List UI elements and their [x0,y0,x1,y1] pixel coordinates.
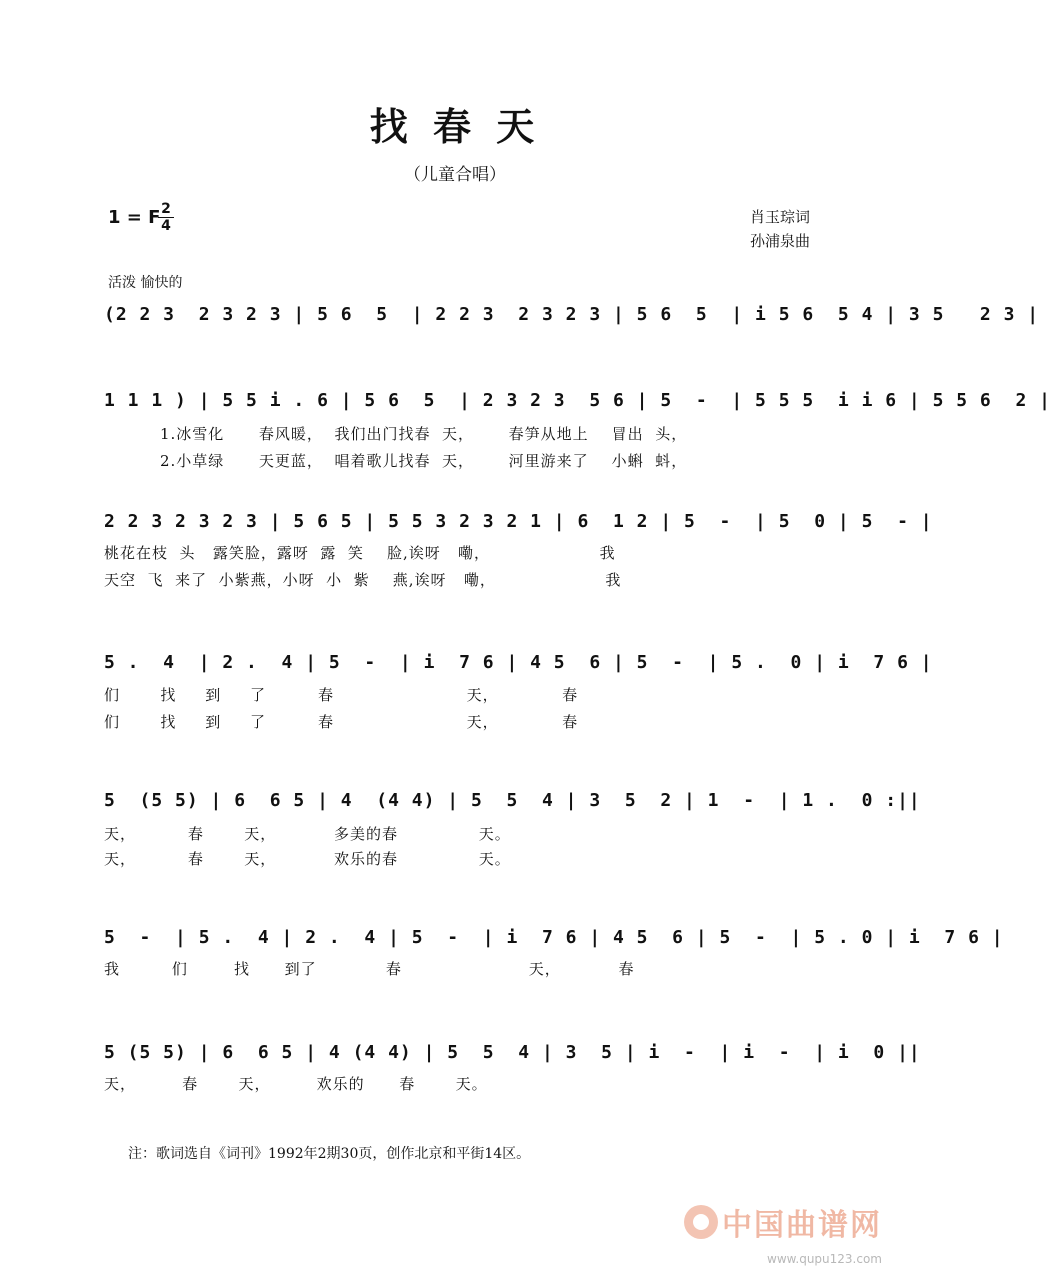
lyricist: 肖玉琮词 [749,208,810,226]
credits [750,205,810,253]
footnote: 注：歌词选自《词刊》1992年2期30页，创作北京和平街14区。 [128,1146,531,1162]
site-logo-icon [684,1205,718,1239]
watermark-logo [684,1200,882,1244]
watermark-url: www.qupu123.com [767,1252,882,1266]
lyric-line: 天， 春 天， 欢乐的 春 天。 [104,1075,488,1093]
lyric-line: 们 找 到 了 春 天， 春 [104,713,579,731]
notation-line: 1 1 1 ) | 5 5 i . 6 | 5 6 5 | 2 3 2 3 5 6 | 5 - | 5 5 5 i i 6 | 5 5 6 2 | [104,390,1051,411]
lyric-line: 们 找 到 了 春 天， 春 [104,686,579,704]
lyric-line: 天， 春 天， 欢乐的春 天。 [104,850,511,868]
lyric-line: 天空 飞 来了 小紫燕，小呀 小 紫 燕,诶呀 嘞， 我 [104,571,622,589]
song-title: 找 春 天 [369,104,541,149]
watermark-brand: 中国曲谱网 [722,1208,882,1243]
notation-line: 5 . 4 | 2 . 4 | 5 - | i 7 6 | 4 5 6 | 5 - | 5 . 0 | i 7 6 | [104,652,933,673]
tempo-marking: 活泼 愉快的 [108,275,183,291]
notation-line: 5 (5 5) | 6 6 5 | 4 (4 4) | 5 5 4 | 3 5 2 | 1 - | 1 . 0 :|| [104,790,921,811]
lyric-line: 1.冰雪化 春风暖， 我们出门找春 天， 春笋从地上 冒出 头， [160,425,688,443]
composer: 孙浦泉曲 [749,232,810,250]
song-subtitle: （儿童合唱） [404,165,506,185]
time-signature-top: 2 [161,201,171,217]
lyric-line: 2.小草绿 天更蓝， 唱着歌儿找春 天， 河里游来了 小蝌 蚪， [160,452,688,470]
lyric-line: 桃花在枝 头 露笑脸，露呀 露 笑 脸,诶呀 嘞， 我 [104,544,616,562]
notation-line: (2 2 3 2 3 2 3 | 5 6 5 | 2 2 3 2 3 2 3 | 5 6 5 | i 5 6 5 4 | 3 5 2 3 | [104,304,1040,325]
key-signature: 1 = F [108,207,161,228]
notation-line: 5 (5 5) | 6 6 5 | 4 (4 4) | 5 5 4 | 3 5 | i - | i - | i 0 || [104,1042,921,1063]
lyric-line: 天， 春 天， 多美的春 天。 [104,825,511,843]
lyric-line: 我 们 找 到了 春 天， 春 [104,960,635,978]
notation-line: 2 2 3 2 3 2 3 | 5 6 5 | 5 5 3 2 3 2 1 | 6 1 2 | 5 - | 5 0 | 5 - | [104,511,933,532]
time-signature-bottom: 4 [161,218,171,234]
time-signature [158,202,174,233]
notation-line: 5 - | 5 . 4 | 2 . 4 | 5 - | i 7 6 | 4 5 6 | 5 - | 5 . 0 | i 7 6 | [104,927,1004,948]
